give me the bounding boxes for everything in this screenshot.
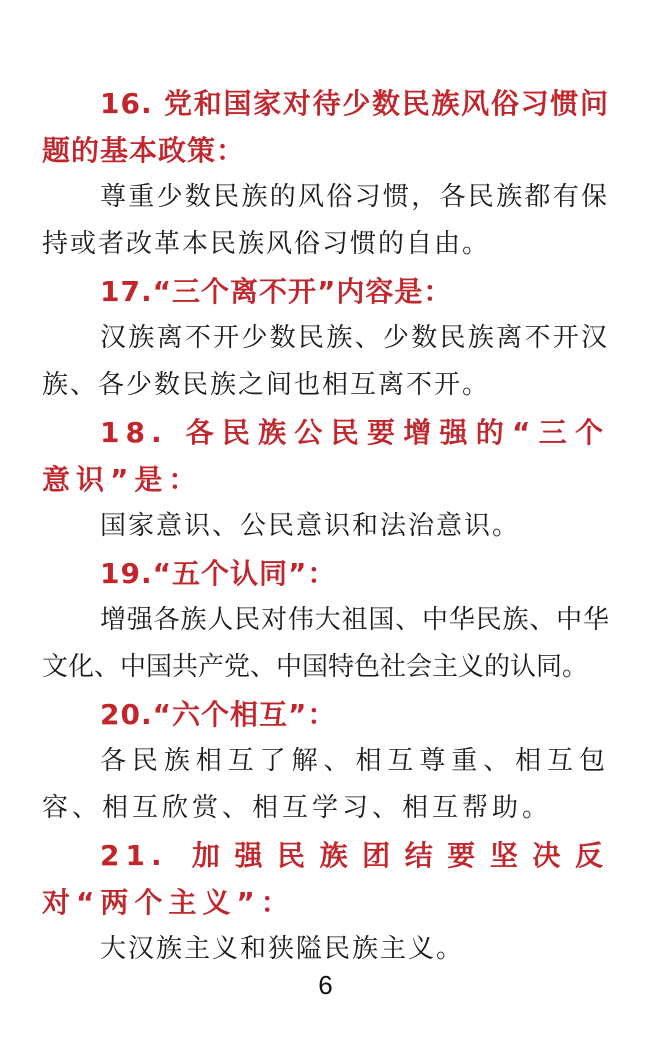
item-19 [42,550,609,691]
page-number: 6 [318,970,333,1000]
item-body: 尊重少数民族的风俗习惯，各民族都有保持或者改革本民族风俗习惯的自由。 [42,182,609,259]
item-body: 增强各族人民对伟大祖国、中华民族、中华文化、中国共产党、中国特色社会主义的认同。 [42,605,609,682]
item-16 [42,80,609,268]
item-body: 国家意识、公民意识和法治意识。 [100,511,521,541]
item-heading: 21. 加强民族团结要坚决反对“两个主义”： [42,839,609,919]
item-heading: 16. 党和国家对待少数民族风俗习惯问题的基本政策： [42,87,609,167]
item-heading: 17.“三个离不开”内容是： [100,275,453,308]
item-20 [42,691,609,832]
item-body: 汉族离不开少数民族、少数民族离不开汉族、各少数民族之间也相互离不开。 [42,323,609,400]
item-heading: 18. 各民族公民要增强的“三个意识”是： [42,416,609,496]
item-17 [42,268,609,409]
item-body: 大汉族主义和狭隘民族主义。 [100,934,465,964]
item-heading: 19.“五个认同”： [100,557,337,590]
item-21 [42,832,609,973]
item-18 [42,409,609,550]
item-body: 各民族相互了解、相互尊重、相互包容、相互欣赏、相互学习、相互帮助。 [42,746,609,823]
item-heading: 20.“六个相互”： [100,698,337,731]
